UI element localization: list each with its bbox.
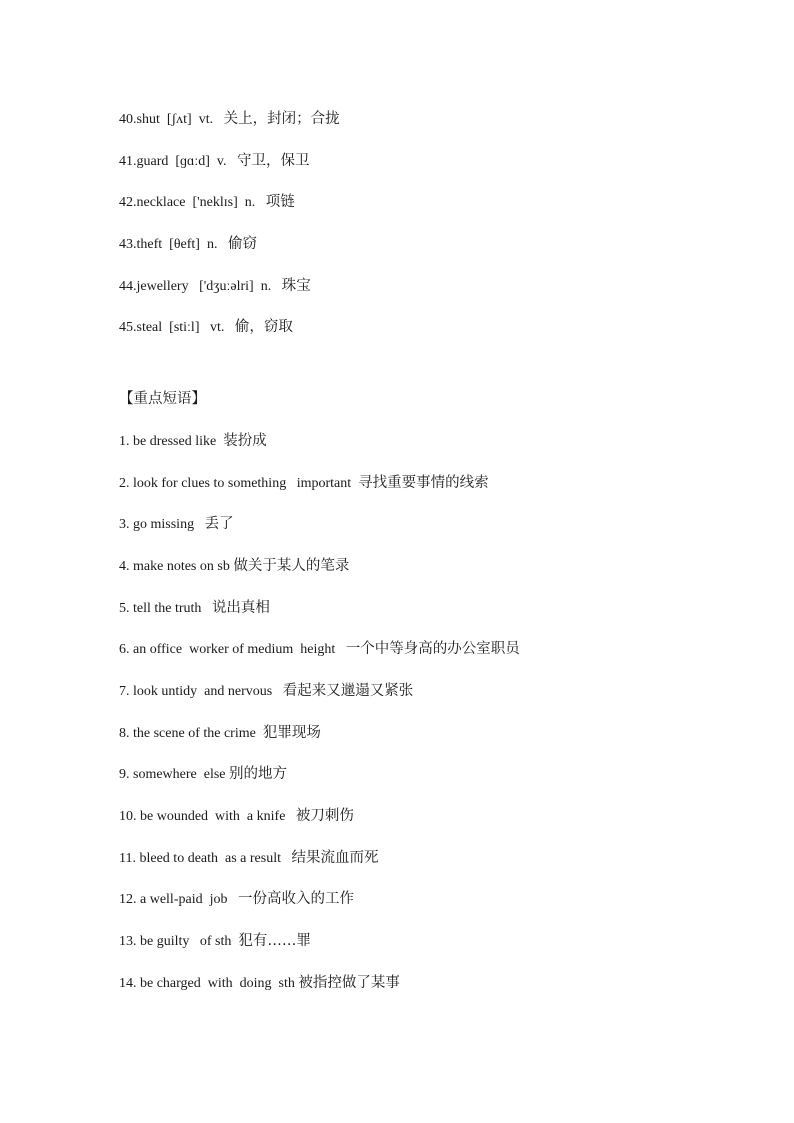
vocab-item-chinese: 偷窃 [227,236,257,253]
phrase-item-number: 9. [119,767,133,783]
vocab-item [119,233,739,275]
phrase-item [119,597,739,639]
vocab-item-number: 42. [119,195,137,211]
phrase-item [119,638,739,680]
vocab-item-english: guard [ɡɑːd] v. [136,153,238,169]
phrase-item-chinese: 丢了 [204,516,234,533]
phrase-item-number: 4. [119,558,133,574]
vocab-item-number: 41. [119,153,137,169]
phrase-item [119,555,739,597]
vocab-item [119,108,739,150]
phrase-item [119,513,739,555]
phrase-item-chinese: 一份高收入的工作 [237,891,354,908]
vocab-item [119,316,739,358]
phrase-item-chinese: 犯罪现场 [262,724,321,741]
vocab-item-english: steal [stiːl] vt. [136,320,235,336]
phrase-item-english: a well-paid job [140,892,238,908]
phrase-item-chinese: 做关于某人的笔录 [233,557,350,574]
vocab-item [119,275,739,317]
phrase-item [119,847,739,889]
vocab-item [119,150,739,192]
vocab-item-number: 40. [119,112,137,127]
vocab-item-number: 45. [119,320,137,336]
phrase-item-chinese: 寻找重要事情的线索 [358,474,489,491]
phrase-item-chinese: 一个中等身高的办公室职员 [345,641,520,658]
phrase-item-number: 7. [119,683,133,699]
phrase-item-english: be wounded with a knife [140,809,296,824]
phrase-item-english: tell the truth [133,600,212,616]
phrase-item-chinese: 说出真相 [211,599,270,616]
vocabulary-list [119,108,739,358]
section-gap [119,358,739,388]
phrase-item-english: make notes on sb [133,558,234,574]
phrase-item [119,805,739,847]
phrases-heading: 【重点短语】 [119,391,206,408]
vocab-item-chinese: 珠宝 [281,277,311,294]
phrase-item [119,972,739,1014]
phrase-item-number: 6. [119,642,133,658]
phrase-item [119,722,739,764]
phrase-item-number: 3. [119,517,133,533]
phrase-item-chinese: 看起来又邋遢又紧张 [282,682,414,699]
vocab-item [119,191,739,233]
phrase-item-english: go missing [133,517,205,533]
vocab-item-english: necklace ['neklɪs] n. [136,195,266,211]
phrase-item-number: 2. [119,475,133,491]
phrase-item-english: bleed to death as a result [139,850,292,866]
phrase-item-number: 10. [119,809,140,824]
document-content [119,108,739,1013]
phrase-item [119,888,739,930]
phrase-item-number: 12. [119,892,140,908]
phrase-item-number: 11. [119,850,140,866]
vocab-item-english: theft [θeft] n. [136,237,228,253]
vocab-item-english: jewellery ['dʒuːəlri] n. [136,278,282,294]
phrase-item-chinese: 被刀刺伤 [295,808,354,824]
vocab-item-chinese: 偷，窃取 [234,319,293,336]
phrase-item-chinese: 被指控做了某事 [298,974,400,991]
vocab-item-number: 44. [119,278,137,294]
vocab-item-english: shut [ʃʌt] vt. [136,112,224,127]
phrase-item-english: look for clues to something important [133,475,359,491]
phrase-item-number: 5. [119,600,133,616]
vocab-item-chinese: 关上，封闭；合拢 [223,111,340,127]
phrase-item-chinese: 犯有……罪 [238,933,311,950]
phrase-item [119,930,739,972]
phrase-item-number: 13. [119,934,140,950]
phrase-item-chinese: 别的地方 [229,766,288,783]
phrase-item-number: 1. [119,433,133,449]
phrase-item-chinese: 装扮成 [223,432,267,449]
phrase-item-english: be charged with doing sth [140,975,299,991]
phrase-item-number: 14. [119,975,140,991]
phrase-item [119,472,739,514]
phrase-item-english: look untidy and nervous [133,683,283,699]
phrase-item [119,430,739,472]
phrases-list [119,430,739,1014]
phrase-item [119,763,739,805]
phrase-item [119,680,739,722]
phrase-item-english: somewhere else [133,767,230,783]
phrase-item-chinese: 结果流血而死 [291,849,379,866]
phrase-item-english: be dressed like [133,433,224,449]
vocab-item-chinese: 守卫，保卫 [237,152,310,169]
phrase-item-english: be guilty of sth [140,934,239,950]
phrase-item-number: 8. [119,725,133,741]
vocab-item-number: 43. [119,237,137,253]
phrase-item-english: an office worker of medium height [133,642,346,658]
phrase-item-english: the scene of the crime [133,725,263,741]
vocab-item-chinese: 项链 [265,194,295,211]
